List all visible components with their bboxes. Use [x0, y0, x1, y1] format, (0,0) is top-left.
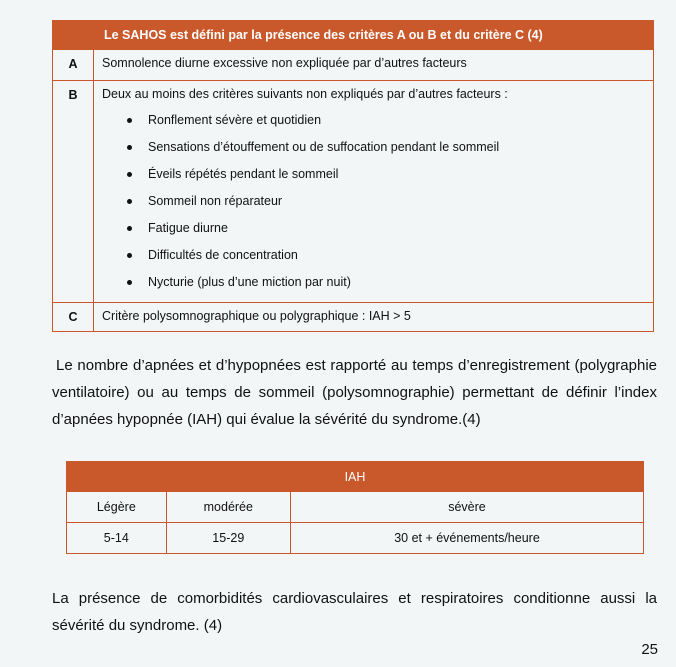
- list-item: Sensations d’étouffement ou de suffocation pendant le sommeil: [102, 134, 653, 161]
- criteria-cell-b: [94, 81, 654, 303]
- criteria-row-b: [53, 81, 654, 303]
- iah-category-mild: Légère: [67, 492, 167, 523]
- bullet-icon: [127, 253, 132, 258]
- criteria-letter-b: B: [53, 81, 94, 303]
- criteria-table: [52, 20, 654, 332]
- bullet-icon: [127, 199, 132, 204]
- criteria-table-header-row: [53, 21, 654, 50]
- iah-categories-row: [67, 492, 644, 523]
- criteria-row-a: [53, 50, 654, 81]
- iah-table-header-row: [67, 462, 644, 492]
- iah-value-moderate: 15-29: [166, 523, 290, 554]
- bullet-icon: [127, 172, 132, 177]
- criteria-letter-c: C: [53, 303, 94, 332]
- criteria-table-header: Le SAHOS est défini par la présence des critères A ou B et du critère C (4): [94, 21, 654, 50]
- iah-value-severe: 30 et + événements/heure: [290, 523, 643, 554]
- criteria-list-b: [102, 107, 653, 296]
- criteria-intro-b: Deux au moins des critères suivants non expliqués par d’autres facteurs :: [102, 87, 508, 101]
- list-item: Nycturie (plus d’une miction par nuit): [102, 269, 653, 296]
- list-item: Éveils répétés pendant le sommeil: [102, 161, 653, 188]
- list-item: Fatigue diurne: [102, 215, 653, 242]
- paragraph-iah-definition: Le nombre d’apnées et d’hypopnées est rapporté au temps d’enregistrement (polygraphie ventilatoire) ou au temps de sommeil (polysomnographie) permettant de définir l’index d’apnées hypopnée (IAH) qui évalue la sévérité du syndrome.(4): [52, 357, 657, 428]
- paragraph-comorbidities: La présence de comorbidités cardiovasculaires et respiratoires conditionne aussi la sévérité du syndrome. (4): [52, 590, 657, 634]
- iah-value-mild: 5-14: [67, 523, 167, 554]
- criteria-text-c: Critère polysomnographique ou polygraphique : IAH > 5: [94, 303, 654, 332]
- bullet-icon: [127, 145, 132, 150]
- page-number: 25: [641, 641, 658, 658]
- iah-values-row: [67, 523, 644, 554]
- bullet-icon: [127, 118, 132, 123]
- criteria-row-c: [53, 303, 654, 332]
- list-item: Ronflement sévère et quotidien: [102, 107, 653, 134]
- iah-table-header: IAH: [67, 462, 644, 492]
- criteria-letter-a: A: [53, 50, 94, 81]
- criteria-text-a: Somnolence diurne excessive non expliquée par d’autres facteurs: [94, 50, 654, 81]
- list-item: Sommeil non réparateur: [102, 188, 653, 215]
- bullet-icon: [127, 226, 132, 231]
- iah-category-moderate: modérée: [166, 492, 290, 523]
- iah-table: [66, 461, 644, 554]
- bullet-icon: [127, 280, 132, 285]
- list-item: Difficultés de concentration: [102, 242, 653, 269]
- iah-category-severe: sévère: [290, 492, 643, 523]
